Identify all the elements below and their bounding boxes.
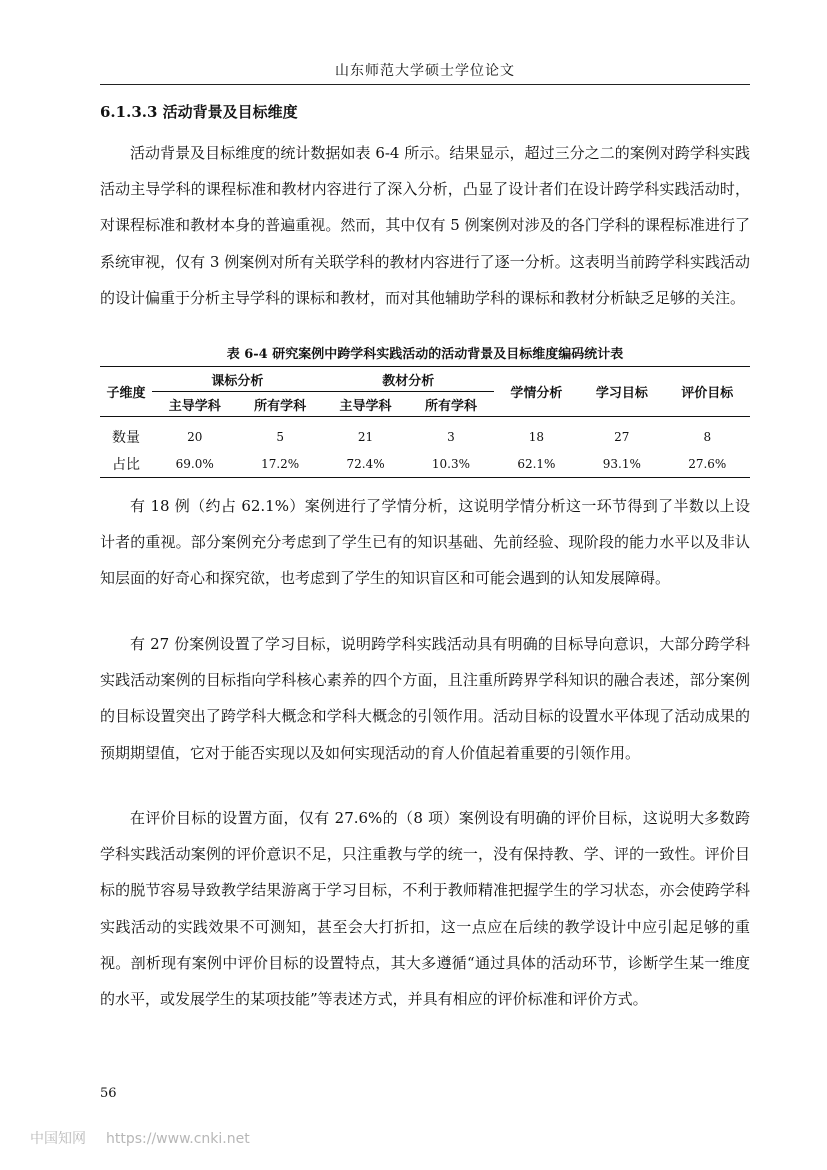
watermark-url: https://www.cnki.net <box>106 1131 250 1147</box>
table-header-row <box>100 367 750 392</box>
watermark-brand: 中国知网 <box>30 1131 86 1147</box>
col-sub-all-2: 所有学科 <box>408 392 493 417</box>
col-sub-main-2: 主导学科 <box>323 392 408 417</box>
cell: 8 <box>703 429 712 444</box>
stats-table <box>100 366 750 478</box>
col-group-textbook: 教材分析 <box>323 367 494 392</box>
watermark <box>30 1128 250 1148</box>
col-subdim: 子维度 <box>100 367 152 417</box>
table-row <box>100 417 750 451</box>
col-sub-all-1: 所有学科 <box>237 392 322 417</box>
cell: 72.4% <box>323 450 408 478</box>
table-row <box>100 450 750 478</box>
col-sub-main-1: 主导学科 <box>152 392 237 417</box>
cell: 27 <box>614 429 630 444</box>
cell: 27.6% <box>665 450 750 478</box>
paragraph-2: 有 18 例（约占 62.1%）案例进行了学情分析，这说明学情分析这一环节得到了半数以上设计者的重视。部分案例充分考虑到了学生已有的知识基础、先前经验、现阶段的能力水平以及非认知层面的好奇心和探究欲，也考虑到了学生的知识盲区和可能会遇到的认知发展障碍。 <box>100 497 750 588</box>
col-eval-goal: 评价目标 <box>665 367 750 417</box>
col-group-curriculum: 课标分析 <box>152 367 323 392</box>
table-caption: 表 6-4 研究案例中跨学科实践活动的活动背景及目标维度编码统计表 <box>226 347 624 362</box>
col-learner-analysis: 学情分析 <box>494 367 579 417</box>
cell: 20 <box>187 429 203 444</box>
section-heading: 6.1.3.3 活动背景及目标维度 <box>100 103 298 121</box>
cell: 69.0% <box>152 450 237 478</box>
cell: 5 <box>276 429 284 444</box>
cell: 17.2% <box>237 450 322 478</box>
row-label: 占比 <box>100 450 152 478</box>
cell: 93.1% <box>579 450 664 478</box>
cell: 62.1% <box>494 450 579 478</box>
paragraph-1: 活动背景及目标维度的统计数据如表 6-4 所示。结果显示，超过三分之二的案例对跨学科实践活动主导学科的课程标准和教材内容进行了深入分析，凸显了设计者们在设计跨学科实践活动时，对课程标准和教材本身的普遍重视。然而，其中仅有 5 例案例对涉及的各门学科的课程标准进行了系统审视，仅有 3 例案例对所有关联学科的教材内容进行了逐一分析。这表明当前跨学科实践活动的设计偏重于分析主导学科的课标和教材，而对其他辅助学科的课标和教材分析缺乏足够的关注。 <box>100 144 750 307</box>
page-number: 56 <box>100 1086 117 1101</box>
cell: 10.3% <box>408 450 493 478</box>
cell: 3 <box>447 429 455 444</box>
row-label: 数量 <box>112 429 140 446</box>
cell: 18 <box>528 429 545 444</box>
paragraph-3: 有 27 份案例设置了学习目标，说明跨学科实践活动具有明确的目标导向意识，大部分跨学科实践活动案例的目标指向学科核心素养的四个方面，且注重所跨界学科知识的融合表述，部分案例的目标设置突出了跨学科大概念和学科大概念的引领作用。活动目标的设置水平体现了活动成果的预期期望值，它对于能否实现以及如何实现活动的育人价值起着重要的引领作用。 <box>100 635 750 762</box>
running-header: 山东师范大学硕士学位论文 <box>100 60 750 85</box>
paragraph-4: 在评价目标的设置方面，仅有 27.6%的（8 项）案例设有明确的评价目标，这说明大多数跨学科实践活动案例的评价意识不足，只注重教与学的统一，没有保持教、学、评的一致性。评价目标的脱节容易导致教学结果游离于学习目标，不利于教师精准把握学生的学习状态，亦会使跨学科实践活动的实践效果不可测知，甚至会大打折扣，这一点应在后续的教学设计中应引起足够的重视。剖析现有案例中评价目标的设置特点，其大多遵循“通过具体的活动环节，诊断学生某一维度的水平，或发展学生的某项技能”等表述方式，并具有相应的评价标准和评价方式。 <box>100 809 750 1009</box>
cell: 21 <box>357 429 374 444</box>
col-learning-goal: 学习目标 <box>579 367 664 417</box>
